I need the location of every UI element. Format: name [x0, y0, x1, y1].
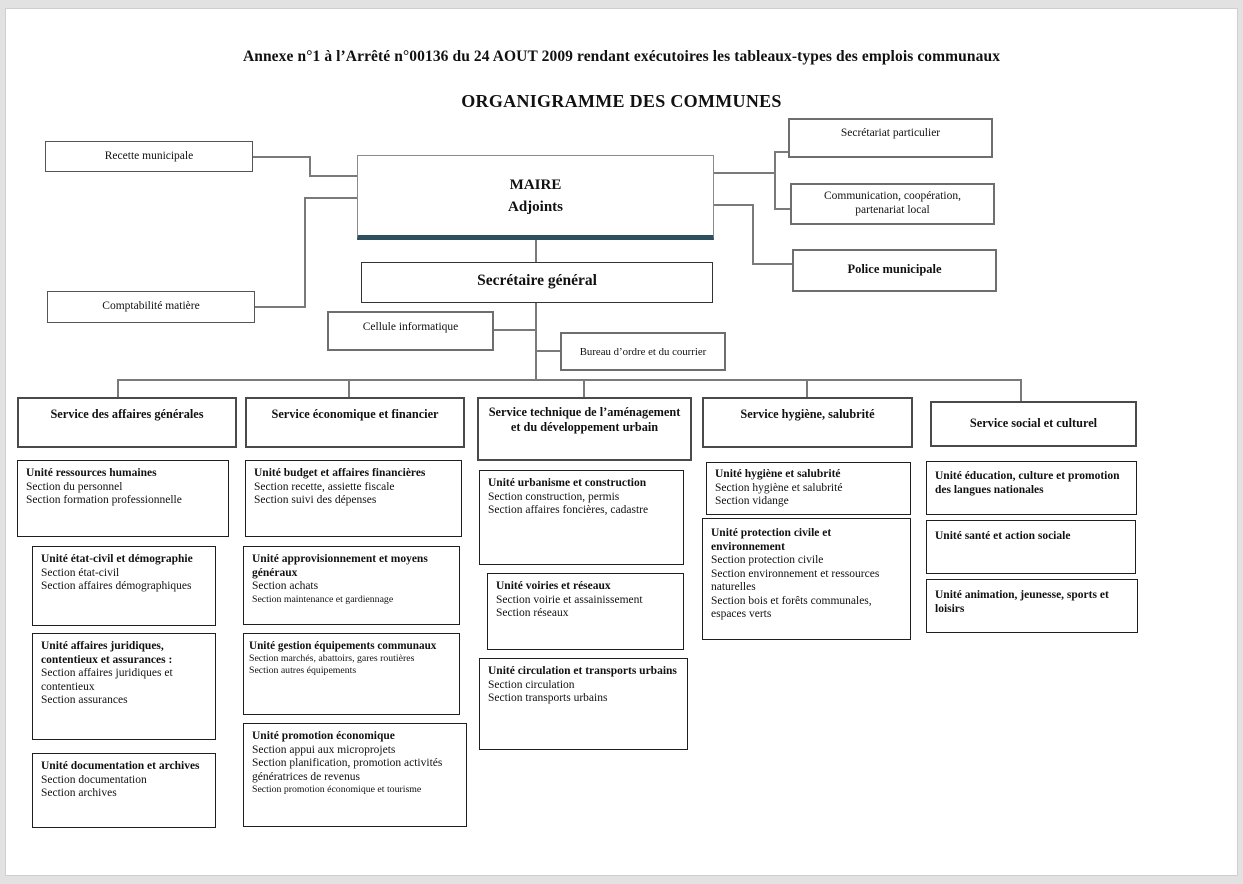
police-municipale-label: Police municipale [847, 262, 942, 276]
unit-hygiene-salubrite-box [706, 462, 911, 515]
connector-maire-police [714, 205, 792, 264]
unit-approvisionnement-box [243, 546, 460, 625]
unit-section: Section affaires foncières, cadastre [488, 504, 649, 517]
unit-title: Unité gestion équipements communaux [249, 640, 437, 652]
adjoints-label: Adjoints [507, 198, 563, 215]
unit-title: Unité voiries et réseaux [496, 580, 611, 592]
unit-title: Unité éducation, culture et promotion des langues nationales [935, 470, 1120, 496]
unit-section: Section environnement et ressources naturelles [711, 567, 880, 594]
unit-title: Unité état-civil et démographie [41, 553, 193, 565]
cellule-informatique-label: Cellule informatique [362, 321, 459, 333]
unit-title: Unité animation, jeunesse, sports et loisirs [935, 589, 1109, 615]
unit-affaires-juridiques-box [32, 633, 216, 740]
unit-animation-jeunesse-box [926, 579, 1138, 633]
unit-section: Section appui aux microprojets [252, 743, 396, 756]
unit-title: Unité santé et action sociale [935, 530, 1071, 542]
unit-title: Unité documentation et archives [41, 760, 200, 772]
police-municipale-box [792, 249, 997, 292]
unit-section: Section assurances [41, 694, 128, 707]
unit-title: Unité affaires juridiques, contentieux et assurances : [41, 640, 173, 666]
unit-education-culture-box [926, 461, 1137, 515]
unit-gestion-equipements-box [243, 633, 460, 715]
service-affaires-generales-header [17, 397, 237, 448]
comptabilite-matiere-box [47, 291, 255, 323]
service-label: Service économique et financier [271, 407, 439, 421]
unit-section: Section construction, permis [488, 490, 620, 503]
unit-section: Section planification, promotion activités génératrices de revenus [252, 757, 443, 783]
service-economique-financier-header [245, 397, 465, 448]
unit-circulation-transports-box [479, 658, 688, 750]
chart-title: ORGANIGRAMME DES COMMUNES [461, 91, 782, 111]
unit-section: Section affaires juridiques et contentieux [41, 667, 173, 693]
unit-section: Section maintenance et gardiennage [252, 593, 394, 605]
unit-title: Unité urbanisme et construction [488, 477, 647, 489]
secretariat-particulier-label: Secrétariat particulier [840, 127, 941, 139]
unit-section: Section recette, assiette fiscale [254, 480, 395, 493]
unit-urbanisme-box [479, 470, 684, 565]
bureau-ordre-label: Bureau d’ordre et du courrier [579, 345, 707, 358]
unit-section: Section archives [41, 787, 117, 800]
service-hygiene-salubrite-header [702, 397, 913, 448]
unit-section: Section documentation [41, 773, 147, 786]
unit-title: Unité ressources humaines [26, 467, 157, 479]
unit-voiries-reseaux-box [487, 573, 684, 650]
unit-section: Section transports urbains [488, 692, 608, 705]
annex-title: Annexe n°1 à l’Arrêté n°00136 du 24 AOUT 2009 rendant exécutoires les tableaux-types des emplois communaux [242, 48, 1001, 65]
unit-section: Section achats [252, 580, 319, 593]
unit-section: Section vidange [715, 495, 789, 508]
unit-sante-action-sociale-box [926, 520, 1136, 574]
communication-label: Communication, coopération, partenariat local [823, 190, 961, 216]
unit-title: Unité hygiène et salubrité [715, 468, 841, 480]
cellule-informatique-box [327, 311, 494, 351]
unit-section: Section du personnel [26, 480, 123, 493]
comptabilite-matiere-label: Comptabilité matière [102, 300, 200, 313]
unit-title: Unité promotion économique [252, 730, 395, 742]
connector-comptabilite-maire [255, 198, 357, 307]
bureau-ordre-box [560, 332, 726, 371]
connector-maire-secretariat-communication [714, 152, 790, 209]
service-label: Service hygiène, salubrité [740, 407, 875, 421]
unit-section: Section circulation [488, 678, 575, 691]
unit-section: Section suivi des dépenses [254, 494, 377, 507]
unit-section: Section voirie et assainissement [496, 593, 643, 606]
unit-budget-box [245, 460, 462, 537]
maire-box [357, 155, 714, 240]
unit-title: Unité budget et affaires financières [254, 467, 426, 479]
unit-section: Section marchés, abattoirs, gares routières [249, 653, 415, 665]
service-social-culturel-header [930, 401, 1137, 447]
connector-recette-maire [253, 157, 357, 176]
unit-section: Section bois et forêts communales, espaces verts [711, 594, 872, 621]
maire-label: MAIRE [509, 177, 562, 193]
unit-title: Unité approvisionnement et moyens généraux [252, 553, 428, 579]
unit-promotion-economique-box [243, 723, 467, 827]
unit-documentation-archives-box [32, 753, 216, 828]
unit-title: Unité protection civile et environnement [711, 527, 832, 553]
unit-section: Section hygiène et salubrité [715, 481, 843, 494]
recette-municipale-label: Recette municipale [104, 149, 194, 162]
unit-protection-civile-box [702, 518, 911, 640]
unit-section: Section affaires démographiques [41, 580, 192, 593]
service-label: Service social et culturel [969, 416, 1098, 430]
unit-section: Section état-civil [41, 566, 120, 579]
unit-ressources-humaines-box [17, 460, 229, 537]
unit-section: Section autres équipements [249, 665, 357, 677]
unit-section: Section formation professionnelle [26, 494, 182, 507]
secretaire-general-box [361, 262, 713, 303]
service-label: Service technique de l’aménagement et du développement urbain [488, 405, 681, 435]
unit-title: Unité circulation et transports urbains [488, 665, 677, 677]
unit-section: Section réseaux [496, 607, 569, 620]
service-label: Service des affaires générales [50, 407, 204, 421]
unit-section: Section protection civile [711, 554, 824, 567]
communication-box [790, 183, 995, 225]
service-technique-header [477, 397, 692, 461]
secretaire-general-label: Secrétaire général [477, 272, 597, 289]
unit-etat-civil-box [32, 546, 216, 626]
recette-municipale-box [45, 141, 253, 172]
unit-section: Section promotion économique et tourisme [252, 784, 422, 796]
secretariat-particulier-box [788, 118, 993, 158]
